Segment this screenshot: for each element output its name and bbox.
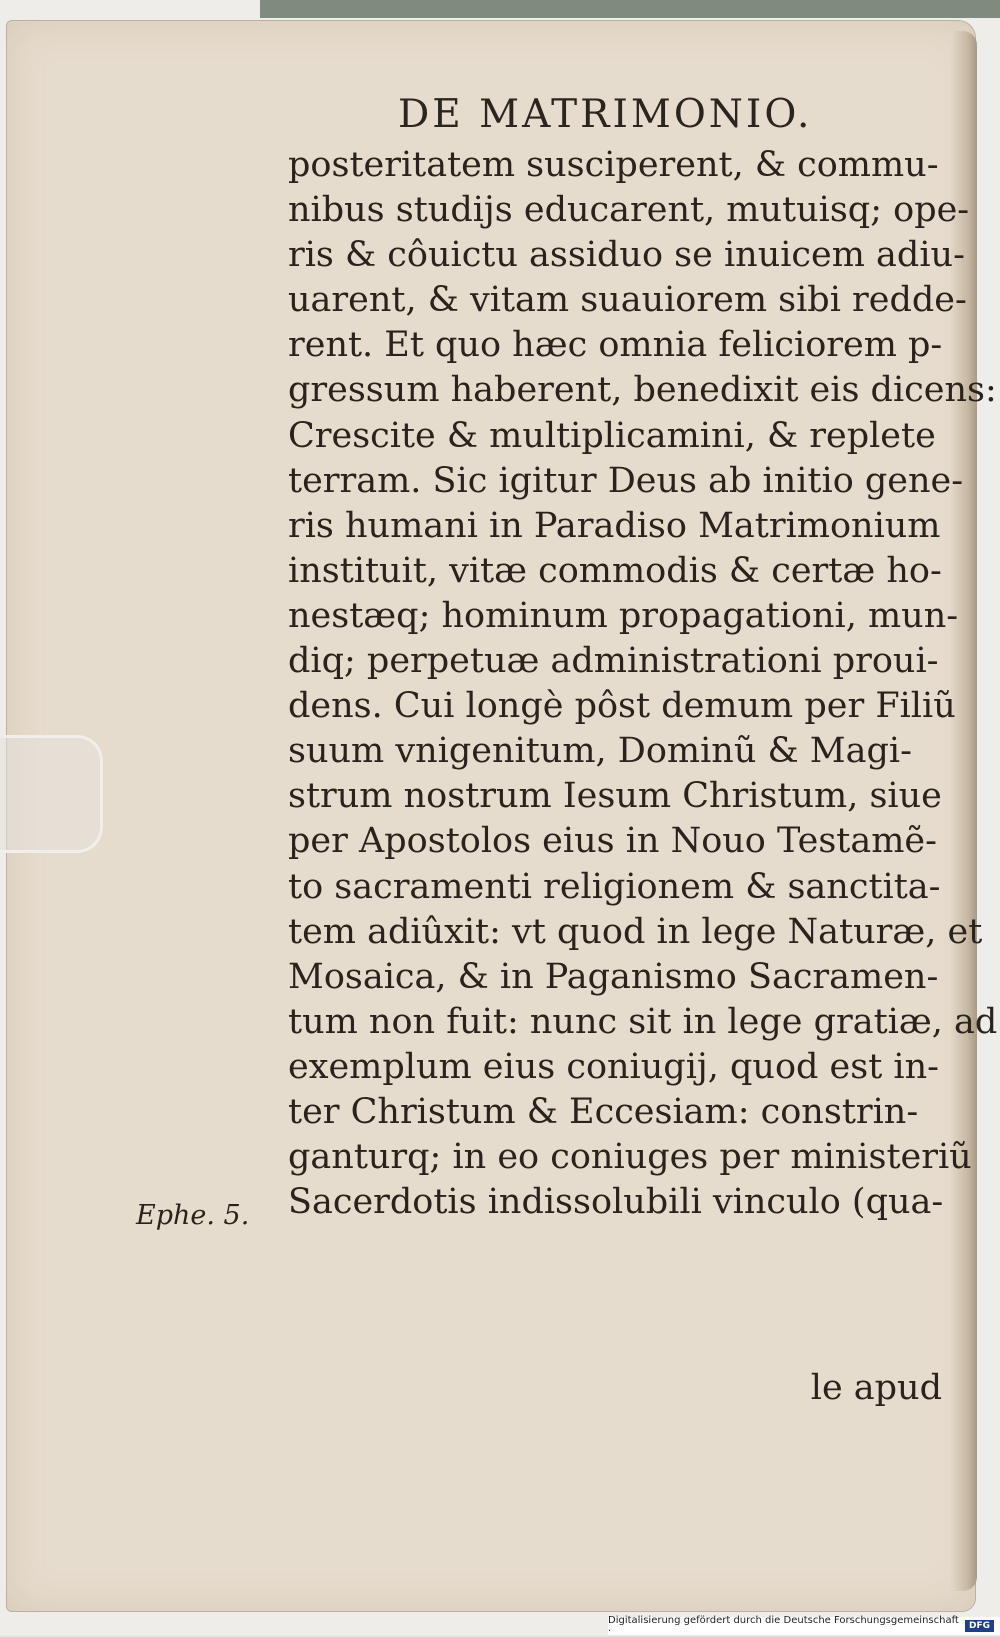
text-line: ris humani in Paradiso Matrimonium: [288, 505, 941, 546]
text-line: posteritatem susciperent, & commu-: [288, 145, 939, 185]
text-line: ris & côuictu assiduo se inuicem adiu-: [288, 235, 965, 276]
text-line: suum vnigenitum, Dominũ & Magi-: [288, 731, 912, 772]
text-line: nibus studijs educarent, mutuisq; ope-: [288, 190, 970, 231]
text-line: Crescite & multiplicamini, & replete: [288, 415, 936, 456]
text-line: tum non fuit: nunc sit in lege gratiæ, ad: [288, 1001, 998, 1042]
book-cover-edge: [260, 0, 1000, 18]
footer-credit: Digitalisierung gefördert durch die Deutsche Forschungsgemeinschaft ·: [608, 1615, 959, 1637]
digitization-footer: [608, 1617, 1000, 1635]
text-line: rent. Et quo hæc omnia feliciorem p-: [288, 325, 943, 366]
text-line: ganturq; in eo coniuges per ministeriũ: [288, 1137, 972, 1178]
text-line: instituit, vitæ commodis & certæ ho-: [288, 550, 942, 591]
text-line: ter Christum & Eccesiam: constrin-: [288, 1091, 919, 1132]
text-line: tem adiûxit: vt quod in lege Naturæ, et: [288, 911, 983, 952]
text-line: per Apostolos eius in Nouo Testamẽ-: [288, 821, 937, 862]
dfg-logo[interactable]: DFG: [965, 1620, 994, 1632]
text-line: Sacerdotis indissolubili vinculo (qua-: [288, 1182, 944, 1223]
text-line: diq; perpetuæ administrationi proui-: [288, 641, 939, 682]
text-line: nestæq; hominum propagationi, mun-: [288, 595, 959, 636]
marginal-reference: Ephe. 5.: [136, 1200, 250, 1231]
body-text: [288, 143, 998, 1225]
text-line: Mosaica, & in Paganismo Sacramen-: [288, 956, 939, 997]
text-line: gressum haberent, benedixit eis dicens:: [288, 370, 997, 411]
page-clip-holder: [0, 735, 103, 853]
running-head: DE MATRIMONIO.: [398, 92, 813, 137]
text-line: uarent, & vitam suauiorem sibi redde-: [288, 280, 967, 321]
catchword: le apud: [810, 1368, 942, 1408]
text-line: terram. Sic igitur Deus ab initio gene-: [288, 460, 964, 501]
text-line: dens. Cui longè pôst demum per Filiũ: [288, 686, 956, 727]
text-line: to sacramenti religionem & sanctita-: [288, 866, 941, 907]
text-line: strum nostrum Iesum Christum, siue: [288, 776, 942, 817]
text-line: exemplum eius coniugij, quod est in-: [288, 1046, 939, 1087]
